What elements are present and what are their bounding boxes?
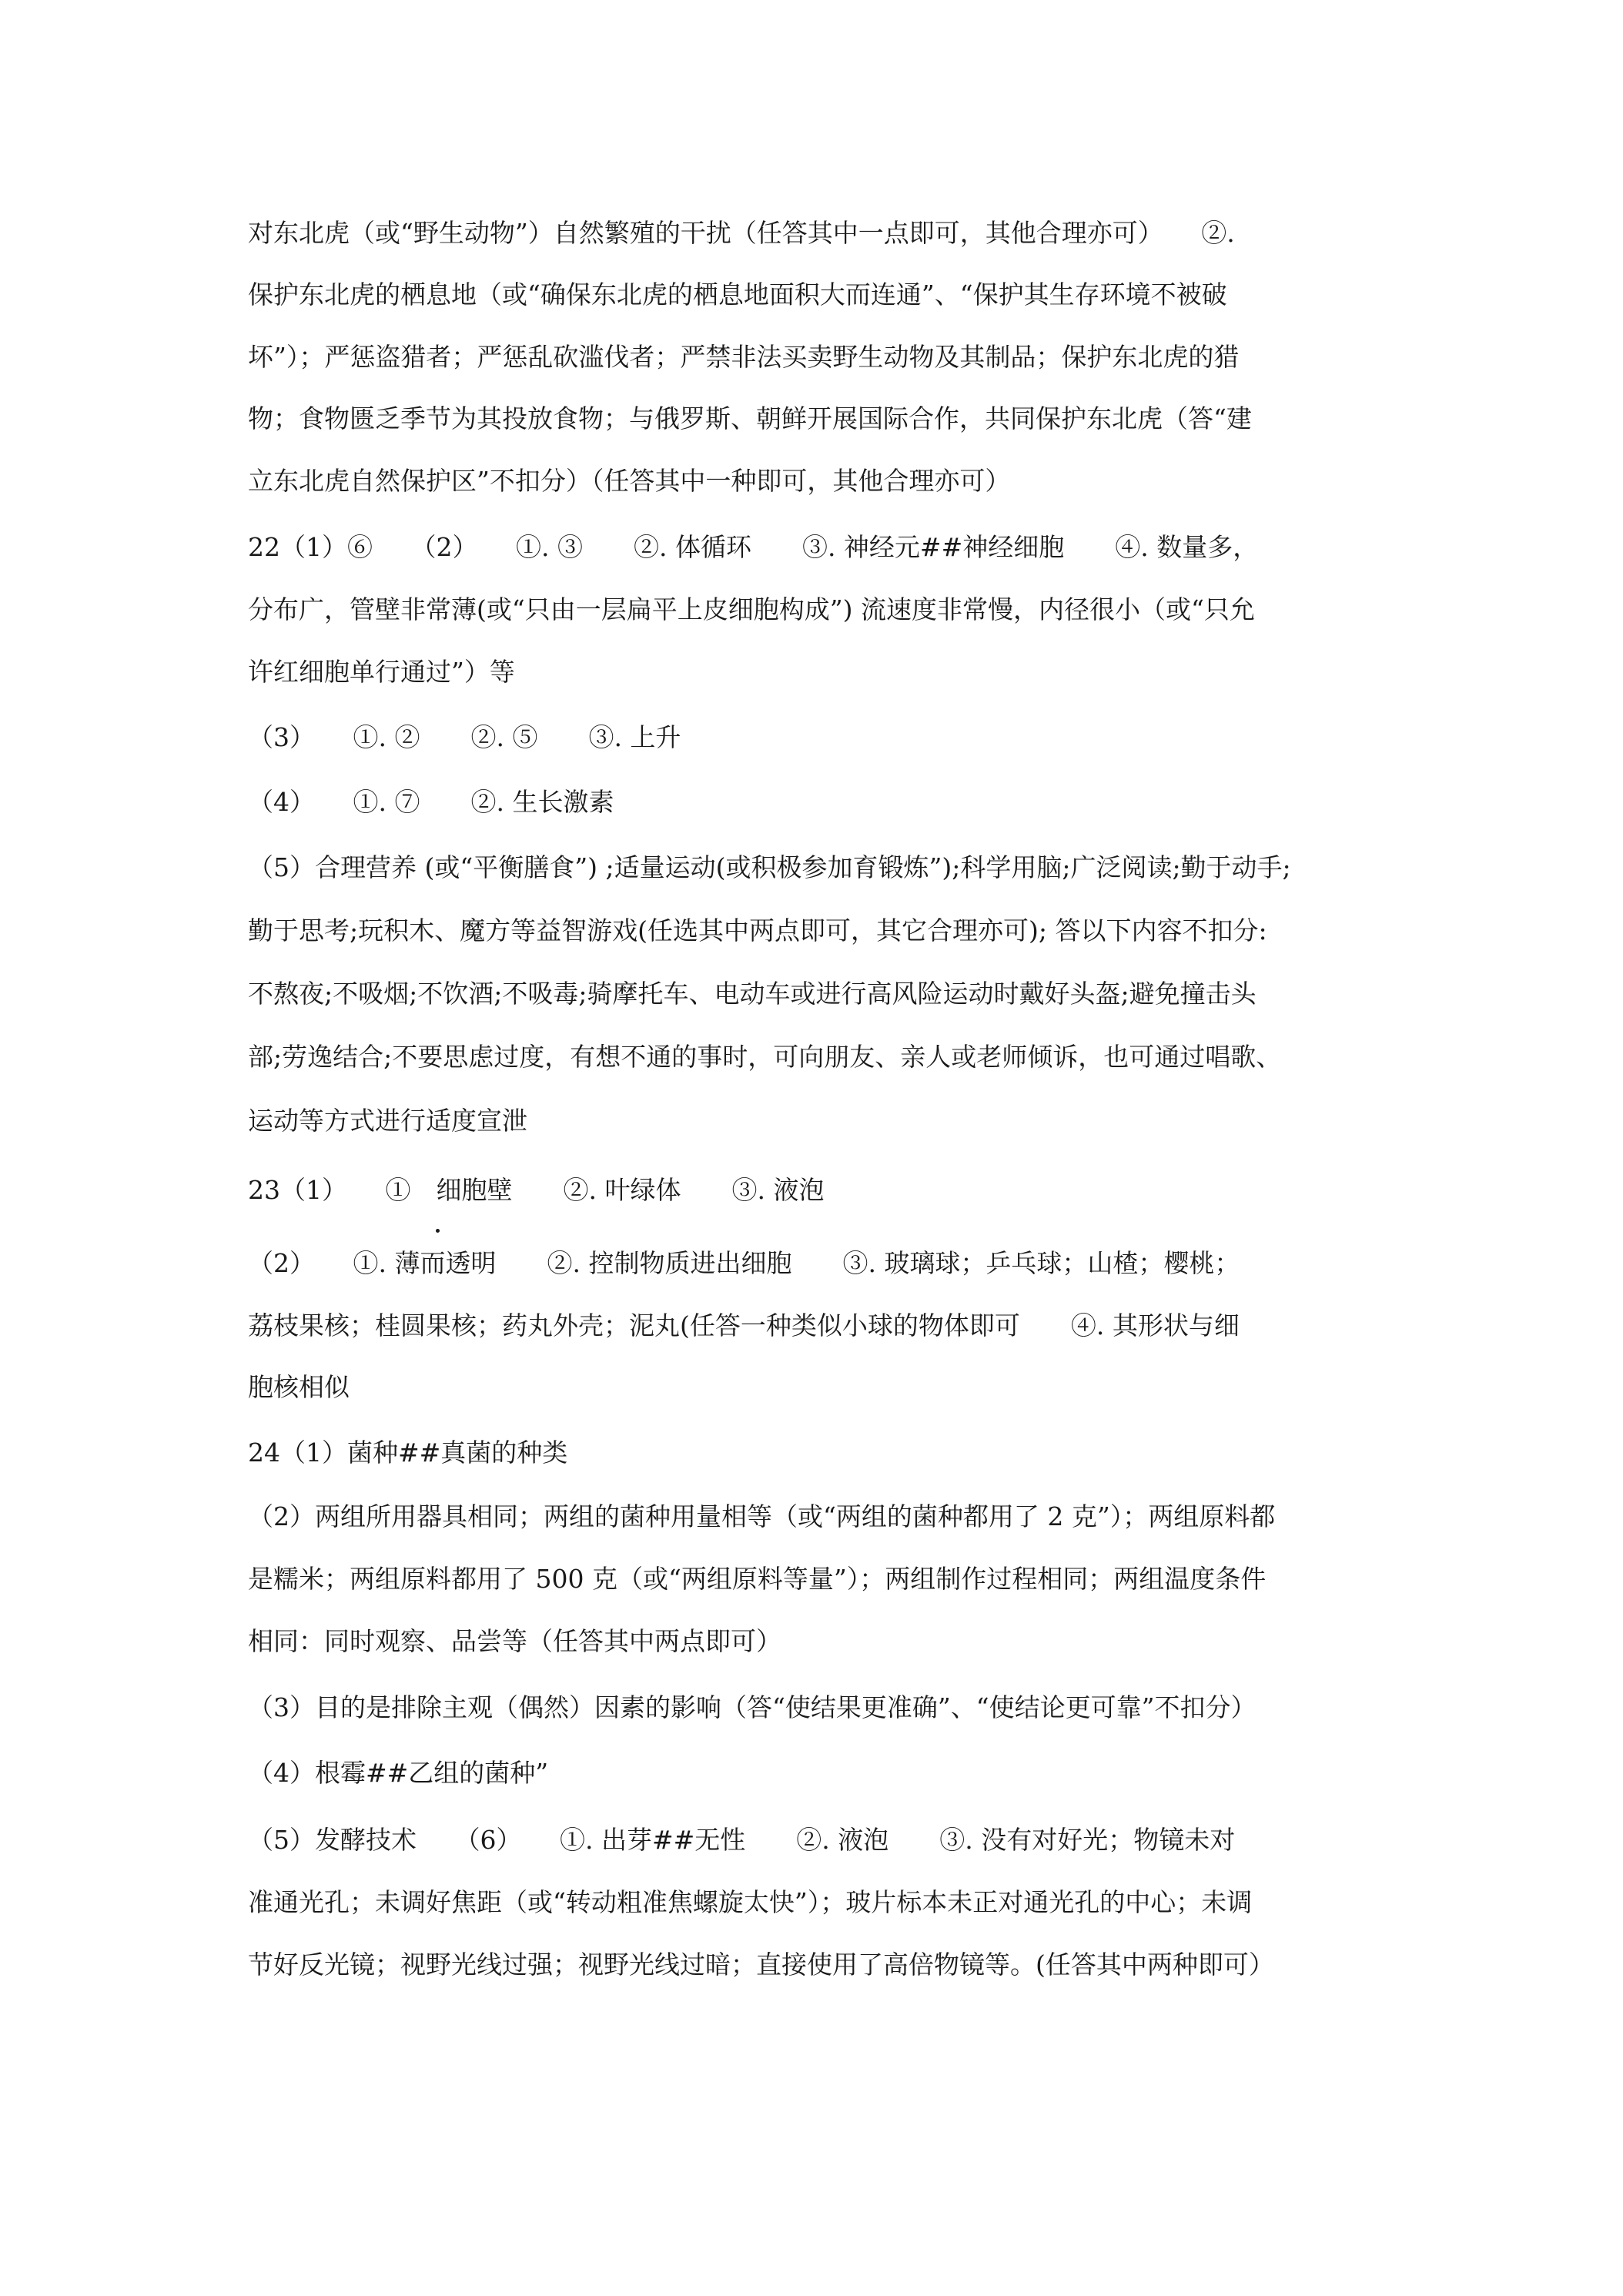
text-line: （3） ①. ② ②. ⑤ ③. 上升 [248,722,681,752]
text-line: （4）根霉##乙组的菌种” [248,1758,549,1788]
dot-mark [436,1229,440,1233]
text-line: 勤于思考;玩积木、魔方等益智游戏(任选其中两点即可，其它合理亦可); 答以下内容不扣分: [248,915,1267,946]
text-line: （2） ①. 薄而透明 ②. 控制物质进出细胞 ③. 玻璃球；乒乓球；山楂；樱桃； [248,1248,1240,1278]
text-line: 荔枝果核；桂圆果核；药丸外壳；泥丸(任答一种类似小球的物体即可 ④. 其形状与细 [248,1310,1240,1340]
text-line: 保护东北虎的栖息地（或“确保东北虎的栖息地面积大而连通”、“保护其生存环境不被破 [248,279,1227,310]
text-line: 分布广，管壁非常薄(或“只由一层扁平上皮细胞构成”) 流速度非常慢，内径很小（或“只允 [248,594,1255,624]
text-line: 相同：同时观察、品尝等（任答其中两点即可） [248,1626,781,1656]
text-line: 胞核相似 [248,1372,350,1402]
text-line: 节好反光镜；视野光线过强；视野光线过暗；直接使用了高倍物镜等。(任答其中两种即可） [248,1950,1274,1980]
text-line: 物；食物匮乏季节为其投放食物；与俄罗斯、朝鲜开展国际合作，共同保护东北虎（答“建 [248,403,1252,433]
text-line: 24（1）菌种##真菌的种类 [248,1438,568,1468]
text-line: 运动等方式进行适度宣泄 [248,1106,527,1136]
text-line: （5）发酵技术 （6） ①. 出芽##无性 ②. 液泡 ③. 没有对好光；物镜未对 [248,1825,1236,1855]
text-line: 不熬夜;不吸烟;不饮酒;不吸毒;骑摩托车、电动车或进行高风险运动时戴好头盔;避免撞击头 [248,979,1257,1009]
text-line: （5）合理营养 (或“平衡膳食”) ;适量运动(或积极参加育锻炼”);科学用脑;广泛阅读;勤于动手; [248,852,1291,882]
text-line: 部;劳逸结合;不要思虑过度，有想不通的事时，可向朋友、亲人或老师倾诉，也可通过唱歌、 [248,1042,1282,1072]
text-line: （2）两组所用器具相同；两组的菌种用量相等（或“两组的菌种都用了 2 克”）；两组原料都 [248,1501,1276,1531]
text-line: 23（1） ① 细胞壁 ②. 叶绿体 ③. 液泡 [248,1175,825,1205]
text-line: 22（1）⑥ （2） ①. ③ ②. 体循环 ③. 神经元##神经细胞 ④. 数量多， [248,532,1259,562]
text-line: 许红细胞单行通过”）等 [248,657,515,687]
text-line: 是糯米；两组原料都用了 500 克（或“两组原料等量”）；两组制作过程相同；两组温度条件 [248,1564,1267,1594]
text-line: （4） ①. ⑦ ②. 生长激素 [248,787,614,817]
text-line: 立东北虎自然保护区”不扣分）（任答其中一种即可，其他合理亦可） [248,466,1011,496]
text-line: 准通光孔；未调好焦距（或“转动粗准焦螺旋太快”）；玻片标本未正对通光孔的中心；未调 [248,1887,1253,1917]
text-line: （3）目的是排除主观（偶然）因素的影响（答“使结果更准确”、“使结论更可靠”不扣分） [248,1692,1257,1722]
text-line: 对东北虎（或“野生动物”）自然繁殖的干扰（任答其中一点即可，其他合理亦可） ②. [248,218,1235,248]
text-line: 坏”）；严惩盗猎者；严惩乱砍滥伐者；严禁非法买卖野生动物及其制品；保护东北虎的猎 [248,342,1240,372]
